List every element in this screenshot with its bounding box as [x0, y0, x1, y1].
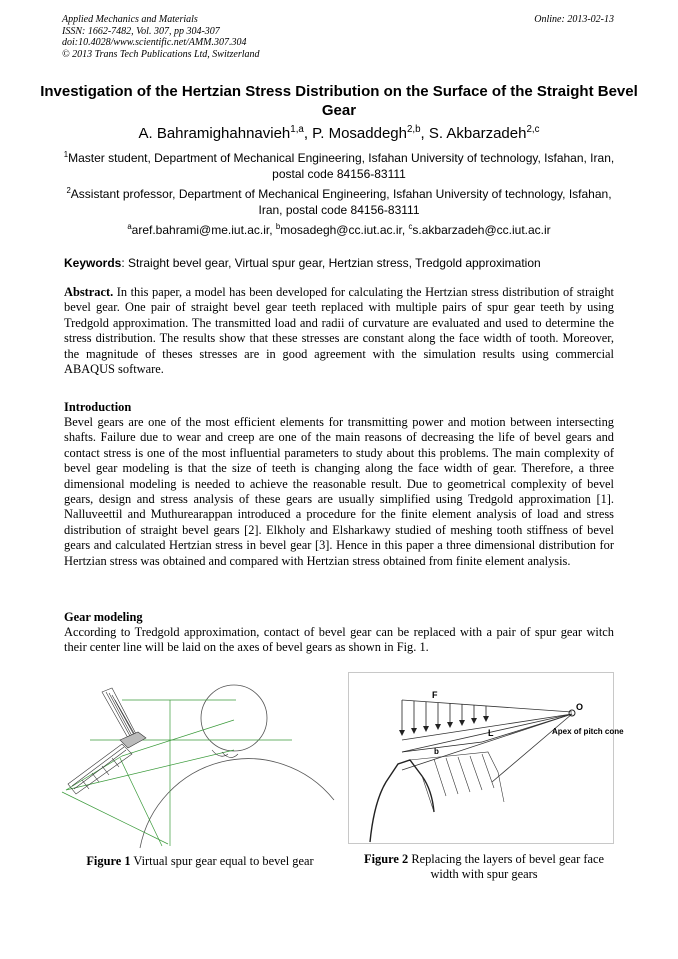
- author-sup: 2,c: [526, 124, 540, 135]
- email-link[interactable]: aref.bahrami@me.iut.ac.ir: [131, 223, 270, 237]
- apex-label: Apex of pitch cone: [552, 727, 624, 736]
- gear-modeling-text: According to Tredgold approximation, contact of bevel gear can be replaced with a pair of spur gear witch their center line will be laid on the axes of bevel gears as shown in Fig. 1.: [64, 625, 614, 655]
- tooth-profile: [370, 760, 434, 842]
- abstract: [64, 285, 614, 377]
- pitch-cone-lines: [402, 700, 572, 782]
- length-label: L: [488, 728, 494, 738]
- upper-bevel-teeth: [102, 688, 146, 748]
- email-list: $^a$aref.bahrami@me.iut.ac.ir, $^b$mosadegh@cc.iut.ac.ir, $^c$s.akbarzadeh@cc.iut.ac.ir: [127, 222, 551, 237]
- affiliation-1: [60, 150, 618, 182]
- keywords: Keywords: Straight bevel gear, Virtual spur gear, Hertzian stress, Tredgold approximation: [64, 256, 541, 270]
- tooth-layers: [410, 752, 504, 812]
- abstract-text: In this paper, a model has been developed for calculating the Hertzian stress distribution of straight bevel gear. One pair of straight bevel gear teeth replaced with multiple pairs of spur gear teeth by using Tredgold approximation. The transmitted load and radii of curvature are evaluated and used to determine the stress distribution. The results show that these stresses are constant along the face width of tooth. Moreover, the magnitude of theses stresses are in good agreement with the simulation results using commercial ABAQUS software.: [64, 285, 614, 377]
- affiliation-text: Assistant professor, Department of Mechanical Engineering, Isfahan University of technology, Isfahan, Iran, postal code 84156-83111: [70, 187, 612, 217]
- affiliation-sup: 1: [63, 150, 69, 159]
- origin-label: O: [576, 702, 584, 712]
- journal-doi: doi:10.4028/www.scientific.net/AMM.307.304: [62, 37, 247, 48]
- small-gear-circle: [201, 685, 267, 751]
- author-list: A. Bahramighahnavieh$^{1,a}$, P. Mosaddegh$^{2,b}$, S. Akbarzadeh$^{2,c}$: [138, 124, 540, 142]
- introduction-text: Bevel gears are one of the most efficient elements for transmitting power and motion between intersecting shafts. Failure due to wear and creep are one of the main reasons of decreasing the life of bevel gears and contact stress is one of the most influential parameters to study about this problems. The main complexity of bevel gear modeling is that the size of teeth is changing along the face width of gear. Therefore, a three dimensional modeling is needed to achieve the reasonable result. Due to geometrical complexity of bevel gears, design and stress analysis of these gears are usually simplified using Tredgold approximation [1]. Nalluveettil and Muthurearappan introduced a procedure for the finite element analysis of load and stress distribution of straight bevel gears [2]. Elkholy and Elsharkawy studied of meshing tooth stiffness of bevel gears and calculated Hertzian stress in bevel gear [3]. Hence in this paper a three dimensional distribution for Hertzian stress was obtained and compared with Hertzian stress obtained from finite element analysis.: [64, 415, 614, 568]
- keywords-label: Keywords: [64, 256, 122, 270]
- introduction-heading: Introduction: [64, 400, 132, 414]
- author-sup: 2,b: [406, 124, 421, 135]
- email-sup: c: [408, 222, 413, 231]
- affiliation-2: [60, 186, 618, 218]
- affiliation-sup: 2: [66, 186, 71, 195]
- email-sup: a: [127, 222, 132, 231]
- email-sup: b: [275, 222, 281, 231]
- figure-2-diagram: [348, 672, 624, 844]
- figure-2-text: Replacing the layers of bevel gear face width with spur gears: [411, 852, 604, 881]
- abstract-label: Abstract.: [64, 285, 114, 299]
- paper-title: Investigation of the Hertzian Stress Distribution on the Surface of the Straight Bevel Gear: [40, 83, 638, 119]
- online-date: Online: 2013-02-13: [534, 14, 614, 25]
- figure-2-label: Figure 2: [364, 852, 409, 866]
- author-name: P. Mosaddegh: [312, 125, 407, 142]
- dimension-b-line: [402, 742, 482, 752]
- email-link[interactable]: mosadegh@cc.iut.ac.ir: [280, 223, 402, 237]
- journal-header: [62, 14, 260, 60]
- figure-2-caption: [356, 852, 612, 882]
- author-name: A. Bahramighahnavieh: [138, 125, 291, 142]
- large-gear-circle: [140, 759, 334, 848]
- journal-name: Applied Mechanics and Materials: [62, 14, 198, 25]
- journal-issn: ISSN: 1662-7482, Vol. 307, pp 304-307: [62, 25, 220, 37]
- origin-point: [569, 710, 575, 716]
- load-arrowheads: [399, 716, 489, 736]
- figure-1-caption: [60, 854, 340, 869]
- email-link[interactable]: s.akbarzadeh@cc.iut.ac.ir: [412, 223, 551, 237]
- affiliation-text: Master student, Department of Mechanical Engineering, Isfahan University of technology, Isfahan, Iran, postal code 84156-83111: [68, 151, 615, 181]
- figure-1-text: Virtual spur gear equal to bevel gear: [133, 854, 314, 868]
- width-label: b: [434, 747, 439, 756]
- journal-copyright: © 2013 Trans Tech Publications Ltd, Switzerland: [62, 48, 260, 60]
- figure-1-label: Figure 1: [86, 854, 131, 868]
- keywords-text: Straight bevel gear, Virtual spur gear, Hertzian stress, Tredgold approximation: [128, 256, 541, 270]
- author-sup: 1,a: [290, 124, 304, 135]
- author-name: S. Akbarzadeh: [428, 125, 527, 142]
- gear-modeling-heading: Gear modeling: [64, 610, 143, 624]
- force-label: F: [432, 690, 438, 700]
- figure-1-diagram: [62, 680, 334, 850]
- construction-lines: [62, 700, 292, 846]
